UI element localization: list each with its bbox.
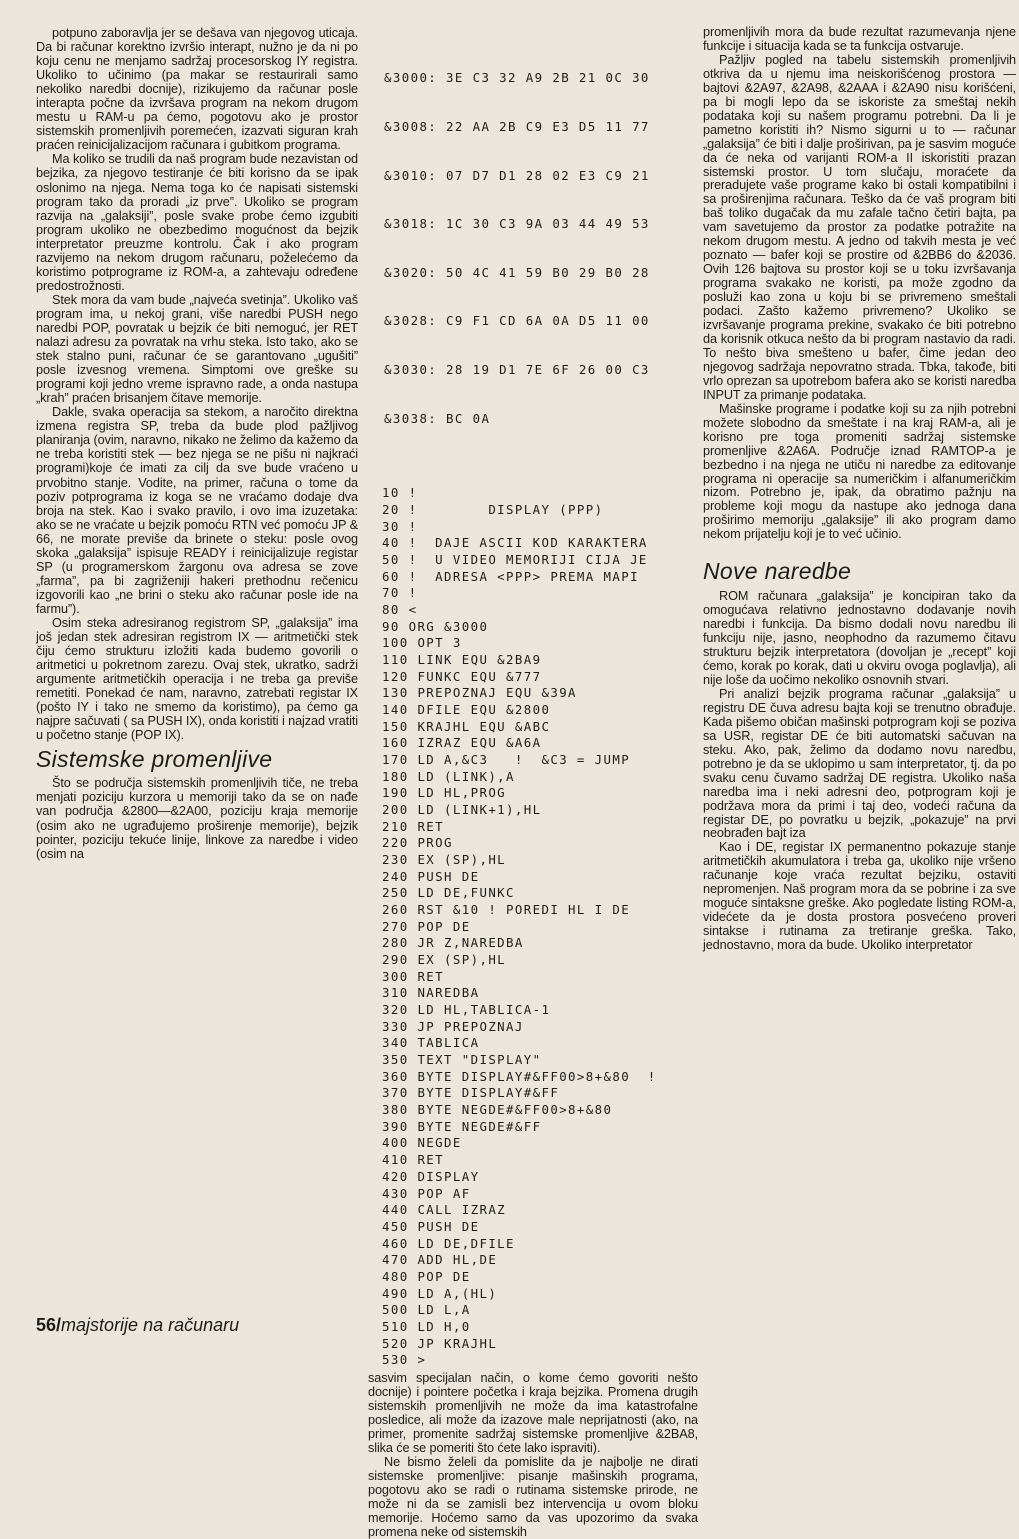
code-line: 10 ! — [382, 485, 418, 501]
assembly-listing — [382, 485, 698, 1369]
code-line: 360 BYTE DISPLAY#&FF00>8+&80 ! — [382, 1068, 657, 1084]
paragraph: Dakle, svaka operacija sa stekom, a naročito direktna izmena registra SP, treba da bude plod pažljivog planiranja (ovim, naravno, nikako ne želimo da kažemo da ne treba koristiti stek — bez njega se ne pišu ni najkraći programi)koje će imati za cilj da sve bude vraćeno u prvobitno stanje. Vodite, na primer, računa o tome da poziv potprograma iz koga se ne vraćamo dodaje dva broja na stek. Kao i svako pravilo, i ovo ima izuzetaka: ako se ne vraćate u bejzik pomoću RTN već pomoću JP & 66, ne morate previše da brinete o steku: posle ovog skoka „galaksija” ispisuje READY i reinicijalizuje registar SP (u programerskom žargonu ova adresa se zove „farma”, pa bi zagriženiji hakeri prethodnu rečenicu izgovorili kao „ne brini o steku ako računar posle ide na farmu”). — [36, 405, 358, 616]
paragraph: Osim steka adresiranog registrom SP, „galaksija” ima još jedan stek adresiran registrom IX — aritmetički stek čiju ćemo strukturu izložiti kada budemo govorili o aritmetici u pokretnom zarezu. Ovaj stek, ukratko, sadrži argumente aritmetičkih operacija i ne treba ga previše remetiti. Ponekad će nam, naravno, zatrebati registar IX (pošto IY i tako ne smemo da koristimo), pa ćemo ga najpre sačuvati ( sa PUSH IX), onda koristiti i najzad vratiti u početno stanje (POP IX). — [36, 615, 358, 743]
column-right — [703, 26, 1016, 953]
code-line: 260 RST &10 ! POREDI HL I DE — [382, 902, 631, 918]
hex-row: &3018: 1C 30 C3 9A 03 44 49 53 — [384, 216, 650, 232]
code-line: 530 > — [382, 1352, 427, 1368]
code-line: 460 LD DE,DFILE — [382, 1235, 515, 1251]
paragraph: Ma koliko se trudili da naš program bude nezavistan od bejzika, za njegovo testiranje će biti korisno da se ipak oslonimo na njega. Nema toga ko će napisati sistemski program tako da proradi „iz prve”. Ukoliko se program razvija na „galaksiji”, posle svake probe ćemo izgubiti program ukoliko ne obezbedimo mogućnost da bejzik interpretator preuzme kontrolu. Čak i ako program razvijemo na nekom drugom računaru, poželećemo da koristimo potprograme iz ROM-a, a zahtevaju određene predostrožnosti. — [36, 152, 358, 293]
paragraph: promenljivih mora da bude rezultat razumevanja njene funkcije i situacija kada se ta funkcija ostvaruje. — [703, 25, 1016, 53]
code-line: 160 IZRAZ EQU &A6A — [382, 735, 542, 751]
code-line: 510 LD H,0 — [382, 1318, 471, 1334]
paragraph: Ne bismo želeli da pomislite da je najbolje ne dirati sistemske promenljive: pisanje mašinskih programa, pogotovu ako se radi o rutinama sistemske prirode, ne može ni da se zamisli bez intervencija u ovom bloku memorije. Hoćemo samo da vas upozorimo da svaka promena neke od sistemskih — [368, 1455, 698, 1539]
code-line: 210 RET — [382, 818, 445, 834]
paragraph: Pri analizi bejzik programa računar „galaksija” u registru DE čuva adresu bajta koji se trenutno obrađuje. Kada pišemo običan mašinski potprogram koji se poziva sa USR, registar DE će biti automatski sačuvan na steku. Ako, pak, želimo da dodamo novu naredbu, potrebno je da se uklopimo u sam interpretator, tj. da po svaku cenu čuvamo sadržaj DE registra. Ukoliko naša naredba ima i neki adresni deo, potprogram koji je podržava mora da primi i taj deo, vodeći računa da registar DE, po povratku u bejzik, „pokazuje” na prvi neobrađen bajt iza — [703, 686, 1016, 841]
code-line: 500 LD L,A — [382, 1302, 471, 1318]
code-line: 60 ! ADRESA <PPP> PREMA MAPI — [382, 568, 639, 584]
code-line: 340 TABLICA — [382, 1035, 480, 1051]
code-line: 120 FUNKC EQU &777 — [382, 668, 542, 684]
code-line: 40 ! DAJE ASCII KOD KARAKTERA — [382, 535, 648, 551]
code-line: 400 NEGDE — [382, 1135, 462, 1151]
hex-row: &3028: C9 F1 CD 6A 0A D5 11 00 — [384, 313, 650, 329]
hex-row: &3030: 28 19 D1 7E 6F 26 00 C3 — [384, 362, 650, 378]
page-number: 56 — [36, 1315, 57, 1335]
code-line: 180 LD (LINK),A — [382, 768, 515, 784]
code-line: 310 NAREDBA — [382, 985, 480, 1001]
code-line: 170 LD A,&C3 ! &C3 = JUMP — [382, 752, 631, 768]
code-line: 330 JP PREPOZNAJ — [382, 1018, 524, 1034]
paragraph: Što se područja sistemskih promenljivih tiče, ne treba menjati poziciju kurzora u memoriji tako da se on nađe van područja &2800—&2A00, poziciju kraja memorije (osim ako ne ugrađujemo proširenje memorije), bejzik pointer, poziciju tekuće linije, linkove za naredbe i video (osim na — [36, 776, 358, 861]
code-line: 90 ORG &3000 — [382, 618, 489, 634]
code-line: 70 ! — [382, 585, 418, 601]
code-line: 440 CALL IZRAZ — [382, 1202, 507, 1218]
code-line: 430 POP AF — [382, 1185, 471, 1201]
code-line: 200 LD (LINK+1),HL — [382, 802, 542, 818]
code-line: 270 POP DE — [382, 918, 471, 934]
code-line: 480 POP DE — [382, 1268, 471, 1284]
code-line: 490 LD A,(HL) — [382, 1285, 498, 1301]
code-line: 20 ! DISPLAY (PPP) — [382, 501, 604, 517]
paragraph: Kao i DE, registar IX permanentno pokazuje stanje aritmetičkih akumulatora i treba ga, ukoliko nije vršeno računanje koje vraća rezultat bejziku, ostaviti nepromenjen. Naš program mora da se pobrine i za sve moguće sintaksne greške. Ako pogledate listing ROM-a, videćete da je dosta prostora posvećeno proveri sintakse i rutinama za tretiranje greška. Tako, jednostavno, mora da bude. Ukoliko interpretator — [703, 840, 1016, 953]
paragraph: potpuno zaboravlja jer se dešava van njegovog uticaja. Da bi računar korektno izvršio interapt, nužno je da ni po koju cenu ne menjamo sadržaj procesorskog IY registra. Ukoliko to učinimo (pa makar se restaurirali samo nekoliko naredbi docnije), rizikujemo da računar posle interapta počne da izvršava program na nekom drugom mestu u RAM-u pa ćemo, pogotovu ako je prostor sistemskih promenljivih poremećen, izazvati siguran krah praćen reinicijalizacijom računara i gubitkom programa. — [36, 26, 358, 153]
hex-dump — [384, 38, 698, 459]
code-line: 520 JP KRAJHL — [382, 1335, 498, 1351]
paragraph: Pažljiv pogled na tabelu sistemskih promenljivih otkriva da u njemu ima neiskorišćenog prostora — bajtovi &2A97, &2A98, &2AAA i &2A90 nisu korišćeni, pa bi mogli lepo da se iskoriste za smeštaj nekih podataka koji su našem programu potrebni. Da li je pametno koristiti ih? Nismo sigurni u to — računar „galaksija” će biti i dalje proširivan, pa je sasvim moguće da će neka od varijanti ROM-a II iskoristiti prazan sistemski prostor. U tom slučaju, moraćete da preradujete vaše programe kako bi ostali kompatibilni i sa proširenjima računara. Teško da će vaš program biti baš toliko dugačak da mu zafale tačno četiri bajta, pa vam savetujemo da prostor za podatke potražite na nekom drugom mestu. A jedno od takvih mesta je već poznato — bafer koji se prostire od &2BB6 do &2036. Ovih 126 bajtova su prostor koji se u toku izvršavanja programa svakako ne koristi, pa može zgodno da posluži kao zona u koju bi se privremeno smeštali podaci. Zašto kažemo privremeno? Ukoliko se izvršavanje programa prekine, svakako će biti potrebno da korisnik otkuca nešto da bi program nastavio da radi. To nešto biva smešteno u bafer, čime jedan deo njegovog sadržaja nepovratno strada. Tbka, takođe, biti vrlo oprezan sa upotrebom bafera ako se koristi naredba INPUT za primanje podataka. — [703, 52, 1016, 402]
paragraph: sasvim specijalan način, o kome ćemo govoriti nešto docnije) i pointere početka i kraja bejzika. Promena drugih sistemskih promenljivih ne može da ima katastrofalne posledice, ali može da izazove male neprijatnosti (ako, na primer, promenite sadržaj sistemske promenljive &2BA8, slika će se pomeriti što ćete lako ispraviti). — [368, 1370, 698, 1456]
code-line: 380 BYTE NEGDE#&FF00>8+&80 — [382, 1102, 613, 1118]
magazine-title: majstorije na računaru — [61, 1315, 240, 1335]
code-line: 280 JR Z,NAREDBA — [382, 935, 524, 951]
hex-row: &3008: 22 AA 2B C9 E3 D5 11 77 — [384, 119, 650, 135]
code-line: 420 DISPLAY — [382, 1168, 480, 1184]
code-line: 220 PROG — [382, 835, 453, 851]
code-line: 250 LD DE,FUNKC — [382, 885, 515, 901]
code-line: 50 ! U VIDEO MEMORIJI CIJA JE — [382, 551, 648, 567]
code-line: 130 PREPOZNAJ EQU &39A — [382, 685, 577, 701]
hex-row: &3020: 50 4C 41 59 B0 29 B0 28 — [384, 264, 650, 280]
code-line: 190 LD HL,PROG — [382, 785, 507, 801]
code-line: 140 DFILE EQU &2800 — [382, 702, 551, 718]
code-line: 470 ADD HL,DE — [382, 1252, 498, 1268]
column-left — [36, 26, 358, 861]
code-line: 30 ! — [382, 518, 418, 534]
code-line: 230 EX (SP),HL — [382, 852, 507, 868]
code-line: 390 BYTE NEGDE#&FF — [382, 1118, 542, 1134]
code-line: 240 PUSH DE — [382, 868, 480, 884]
code-line: 410 RET — [382, 1152, 445, 1168]
code-line: 350 TEXT "DISPLAY" — [382, 1052, 542, 1068]
code-line: 110 LINK EQU &2BA9 — [382, 652, 542, 667]
code-line: 320 LD HL,TABLICA-1 — [382, 1002, 551, 1018]
code-line: 370 BYTE DISPLAY#&FF — [382, 1085, 560, 1101]
hex-row: &3038: BC 0A — [384, 410, 491, 426]
section-heading-nove-naredbe: Nove naredbe — [703, 558, 852, 585]
code-line: 80 < — [382, 601, 418, 617]
code-line: 290 EX (SP),HL — [382, 952, 507, 968]
code-line: 450 PUSH DE — [382, 1218, 480, 1234]
page-footer: 56/majstorije na računaru — [36, 1315, 240, 1335]
section-heading-sistemske: Sistemske promenljive — [36, 746, 273, 773]
code-line: 300 RET — [382, 968, 445, 984]
column-middle — [368, 26, 698, 1539]
code-line: 100 OPT 3 — [382, 635, 462, 651]
paragraph: Mašinske programe i podatke koji su za njih potrebni možete slobodno da smeštate i na kraj RAM-a, ali je korisno pre toga promeniti sadržaj sistemske promenljive &2A6A. Područje iznad RAMTOP-a je bezbedno i na njega ne utiču ni naredbe za editovanje programa ni operacije sa numeričkim i alfanumeričkim nizom. Potrebno je, ipak, da obratimo pažnju na probleme koji mogu da nastupe ako jednoga dana proširimo memoriju „galaksije” ili ako program damo nekom prijatelju koji je to već učinio. — [703, 401, 1016, 542]
paragraph: ROM računara „galaksija” je koncipiran tako da omogućava relativno jednostavno dodavanje novih naredbi i funkcija. Da bismo dodali novu naredbu ili funkciju nije, jasno, neophodno da razumemo čitavu strukturu bejzik interpretatora (dovoljan je „recept” koji ćemo, korak po korak, dati u okviru ovoga poglavlja), ali nije loše da uočimo nekoliko osnovnih stvari. — [703, 589, 1016, 687]
paragraph: Stek mora da vam bude „najveća svetinja”. Ukoliko vaš program ima, u nekoj grani, više naredbi PUSH nego naredbi POP, povratak u bejzik će biti nemoguć, jer RET nalazi adresu za povratak na vrhu steka. Isto tako, ako se stek stalno puni, računar će se garantovano „ugušiti” posle izvesnog vremena. Simptomi ove greške su programi koji jedno vreme ispravno rade, a onda nastupa „krah” praćen brisanjem čitave memorije. — [36, 292, 358, 406]
code-line: 150 KRAJHL EQU &ABC — [382, 718, 551, 734]
hex-row: &3000: 3E C3 32 A9 2B 21 0C 30 — [384, 70, 650, 86]
hex-row: &3010: 07 D7 D1 28 02 E3 C9 21 — [384, 167, 650, 183]
